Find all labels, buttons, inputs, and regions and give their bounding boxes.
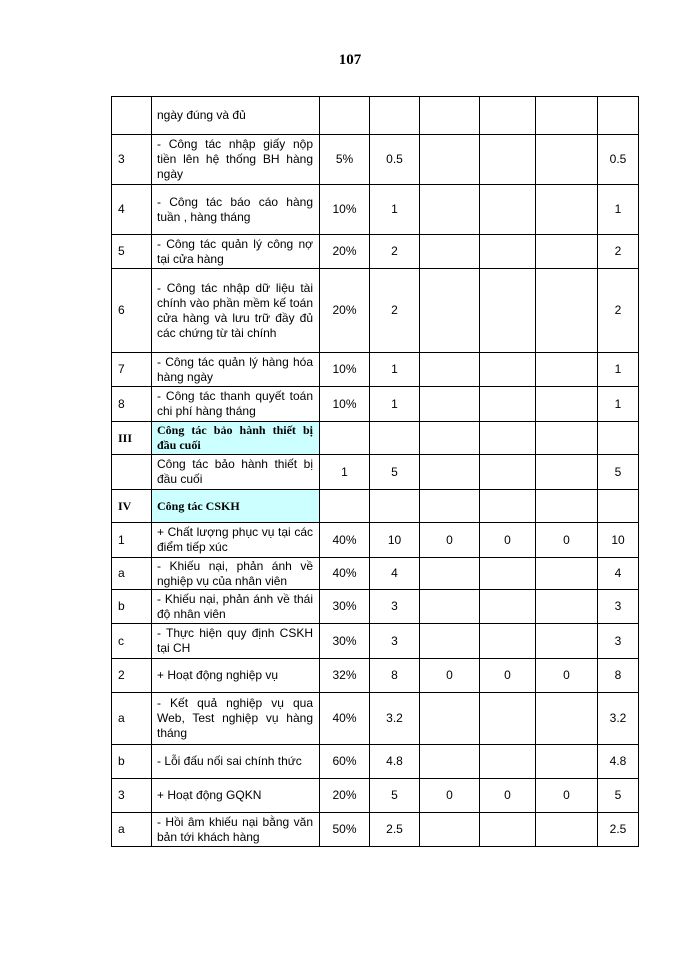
row-number-text: 7 — [118, 362, 125, 376]
row-weight-text: 30% — [332, 633, 357, 648]
row-content-text: - Khiếu nại, phản ánh về nghiệp vụ của nhân viên — [157, 558, 313, 588]
row-weight-text: 10% — [332, 396, 357, 411]
row-weight — [320, 624, 370, 659]
row-score-1 — [420, 813, 480, 847]
row-score-2-text: 0 — [504, 532, 511, 547]
row-weight — [320, 779, 370, 813]
row-score-2 — [480, 745, 536, 779]
row-content-text: + Hoạt động nghiệp vụ — [157, 668, 279, 682]
row-total — [598, 387, 639, 422]
row-content — [152, 185, 320, 235]
table-row — [112, 693, 639, 745]
row-score-1 — [420, 422, 480, 455]
row-weight-text: 30% — [332, 599, 357, 613]
row-content-text: - Công tác thanh quyết toán chi phí hàng tháng — [157, 389, 313, 418]
row-number-text: a — [118, 822, 125, 836]
row-score-2 — [480, 235, 536, 269]
row-max-score-text: 8 — [391, 668, 398, 682]
row-number-text: 2 — [118, 668, 125, 682]
row-weight-text: 20% — [332, 303, 357, 317]
row-score-1 — [420, 659, 480, 693]
row-content-text: Công tác bảo hành thiết bị đầu cuối — [157, 423, 313, 452]
row-number-text: III — [118, 430, 133, 445]
row-weight-text: 40% — [332, 711, 357, 725]
row-score-3 — [536, 693, 598, 745]
row-weight — [320, 269, 370, 353]
row-total — [598, 558, 639, 590]
row-total-text: 5 — [614, 788, 622, 802]
row-total — [598, 745, 639, 779]
row-content-text: + Chất lượng phục vụ tại các điểm tiếp xúc — [157, 525, 313, 554]
row-total — [598, 813, 639, 847]
row-weight — [320, 353, 370, 387]
section-row — [112, 490, 639, 523]
row-max-score — [370, 813, 420, 847]
row-max-score — [370, 185, 420, 235]
row-total — [598, 659, 639, 693]
row-score-3 — [536, 185, 598, 235]
row-max-score — [370, 97, 420, 135]
row-score-3 — [536, 779, 598, 813]
row-number-text: 4 — [118, 202, 125, 216]
row-score-2 — [480, 523, 536, 558]
row-score-1 — [420, 135, 480, 185]
row-score-3 — [536, 659, 598, 693]
row-number — [112, 779, 152, 813]
row-total-text: 2.5 — [609, 822, 627, 836]
row-score-1-text: 0 — [446, 788, 453, 802]
row-number — [112, 135, 152, 185]
row-total-text: 2 — [614, 303, 622, 317]
row-score-3 — [536, 624, 598, 659]
row-score-3 — [536, 387, 598, 422]
row-score-1-text: 0 — [446, 668, 453, 682]
row-number — [112, 455, 152, 490]
row-max-score-text: 2 — [391, 244, 398, 258]
row-weight — [320, 745, 370, 779]
row-content — [152, 558, 320, 590]
row-weight — [320, 659, 370, 693]
row-weight — [320, 693, 370, 745]
table-row — [112, 523, 639, 558]
row-number — [112, 624, 152, 659]
row-content — [152, 659, 320, 693]
row-number — [112, 387, 152, 422]
row-max-score — [370, 269, 420, 353]
row-content-text: - Khiếu nại, phản ánh về thái độ nhân viên — [157, 591, 313, 621]
row-score-2 — [480, 387, 536, 422]
row-max-score — [370, 387, 420, 422]
row-max-score-text: 4 — [391, 566, 398, 580]
row-max-score — [370, 455, 420, 490]
row-max-score-text: 4.8 — [386, 754, 403, 768]
row-content-text: - Công tác nhập dữ liệu tài chính vào phần mềm kế toán cửa hàng và lưu trữ đầy đủ các chứng từ tài chính — [157, 280, 313, 340]
row-score-2 — [480, 422, 536, 455]
row-content — [152, 422, 320, 455]
row-total-text: 1 — [614, 362, 622, 376]
row-weight-text: 40% — [332, 532, 357, 547]
row-max-score — [370, 422, 420, 455]
row-max-score — [370, 523, 420, 558]
row-number-text: b — [118, 754, 125, 768]
row-total — [598, 455, 639, 490]
table-row — [112, 590, 639, 624]
row-total — [598, 779, 639, 813]
row-number-text: 1 — [118, 532, 125, 547]
row-max-score-text: 0.5 — [386, 152, 403, 166]
row-content — [152, 813, 320, 847]
row-content — [152, 693, 320, 745]
row-weight — [320, 455, 370, 490]
row-weight — [320, 387, 370, 422]
row-score-1 — [420, 387, 480, 422]
row-number — [112, 97, 152, 135]
row-weight-text: 40% — [332, 566, 357, 580]
page-number: 107 — [338, 52, 362, 68]
row-max-score-text: 5 — [391, 464, 398, 479]
row-number-text: 8 — [118, 396, 125, 411]
row-number — [112, 590, 152, 624]
row-score-3 — [536, 353, 598, 387]
row-content-text: - Công tác quản lý hàng hóa hàng ngày — [157, 354, 313, 384]
row-max-score — [370, 693, 420, 745]
table-row — [112, 353, 639, 387]
row-score-3 — [536, 523, 598, 558]
row-number — [112, 422, 152, 455]
row-number-text: a — [118, 566, 125, 580]
row-score-1 — [420, 590, 480, 624]
row-max-score — [370, 779, 420, 813]
row-content — [152, 135, 320, 185]
row-score-3 — [536, 490, 598, 523]
row-max-score — [370, 745, 420, 779]
row-number-text: IV — [118, 498, 132, 513]
table-row — [112, 659, 639, 693]
row-number — [112, 558, 152, 590]
row-total — [598, 269, 639, 353]
row-score-3 — [536, 269, 598, 353]
row-max-score-text: 1 — [391, 362, 398, 376]
row-number-text: b — [118, 599, 125, 613]
row-content-text: - Công tác báo cáo hàng tuần , hàng tháng — [157, 194, 313, 224]
row-score-2 — [480, 185, 536, 235]
row-score-2 — [480, 590, 536, 624]
table-row — [112, 813, 639, 847]
row-max-score — [370, 353, 420, 387]
table-row — [112, 185, 639, 235]
row-content — [152, 235, 320, 269]
row-score-2 — [480, 490, 536, 523]
row-number — [112, 353, 152, 387]
row-score-3 — [536, 455, 598, 490]
row-score-2 — [480, 693, 536, 745]
row-score-2 — [480, 558, 536, 590]
row-weight-text: 10% — [332, 202, 357, 216]
row-max-score — [370, 490, 420, 523]
row-content-text: - Kết quả nghiệp vụ qua Web, Test nghiệp vụ hàng tháng — [157, 696, 313, 740]
row-max-score-text: 2 — [391, 303, 398, 317]
row-score-3-text: 0 — [563, 668, 570, 682]
row-score-2 — [480, 269, 536, 353]
row-score-3 — [536, 813, 598, 847]
row-weight — [320, 135, 370, 185]
section-row — [112, 422, 639, 455]
row-total — [598, 490, 639, 523]
row-content — [152, 624, 320, 659]
row-content — [152, 269, 320, 353]
row-max-score — [370, 235, 420, 269]
row-number-text: 5 — [118, 244, 125, 258]
row-weight-text: 60% — [332, 754, 357, 768]
row-score-2 — [480, 135, 536, 185]
row-content-text: - Hồi âm khiếu nại bằng văn bản tới khách hàng — [157, 814, 313, 844]
score-table — [111, 96, 639, 847]
row-score-3 — [536, 235, 598, 269]
row-score-1 — [420, 353, 480, 387]
table-row — [112, 387, 639, 422]
row-score-3 — [536, 745, 598, 779]
row-weight — [320, 490, 370, 523]
row-weight-text: 10% — [332, 362, 357, 376]
row-max-score-text: 1 — [391, 202, 398, 216]
row-max-score-text: 5 — [391, 788, 398, 802]
row-content — [152, 745, 320, 779]
row-number — [112, 813, 152, 847]
row-score-1 — [420, 523, 480, 558]
row-score-1 — [420, 269, 480, 353]
row-score-1-text: 0 — [446, 532, 453, 547]
row-number — [112, 490, 152, 523]
table-row — [112, 779, 639, 813]
row-weight-text: 20% — [332, 244, 357, 258]
row-score-3 — [536, 590, 598, 624]
row-weight-text: 20% — [332, 788, 357, 802]
row-score-1 — [420, 624, 480, 659]
row-score-1 — [420, 779, 480, 813]
row-total — [598, 353, 639, 387]
row-max-score — [370, 558, 420, 590]
row-score-3-text: 0 — [563, 532, 570, 547]
row-max-score-text: 3 — [391, 599, 398, 613]
row-score-1 — [420, 97, 480, 135]
row-max-score — [370, 659, 420, 693]
row-weight — [320, 523, 370, 558]
row-total — [598, 422, 639, 455]
row-score-2 — [480, 97, 536, 135]
row-total-text: 4 — [614, 566, 622, 580]
row-score-1 — [420, 490, 480, 523]
row-content-text: Công tác CSKH — [157, 498, 240, 513]
table-row — [112, 558, 639, 590]
row-total-text: 1 — [614, 202, 622, 216]
row-number-text: a — [118, 711, 125, 725]
row-number-text: 3 — [118, 788, 125, 802]
row-score-2 — [480, 624, 536, 659]
row-score-3 — [536, 135, 598, 185]
row-total — [598, 97, 639, 135]
row-number-text: 6 — [118, 303, 125, 317]
row-number — [112, 185, 152, 235]
row-total-text: 3.2 — [609, 711, 627, 725]
row-score-1 — [420, 455, 480, 490]
row-score-2-text: 0 — [504, 788, 511, 802]
row-number — [112, 235, 152, 269]
row-score-2-text: 0 — [504, 668, 511, 682]
row-score-1 — [420, 558, 480, 590]
row-weight — [320, 558, 370, 590]
row-content-text: + Hoạt động GQKN — [157, 788, 262, 802]
row-content-text: - Công tác nhập giấy nộp tiền lên hệ thống BH hàng ngày — [157, 137, 313, 181]
row-content — [152, 455, 320, 490]
row-content-text: ngày đúng và đủ — [157, 108, 246, 122]
row-max-score-text: 1 — [391, 396, 398, 411]
row-total — [598, 523, 639, 558]
row-total-text: 8 — [614, 668, 622, 682]
row-number — [112, 523, 152, 558]
table-row — [112, 624, 639, 659]
row-total-text: 3 — [614, 633, 622, 648]
table-row — [112, 135, 639, 185]
row-content — [152, 590, 320, 624]
row-total-text: 1 — [614, 396, 622, 411]
row-total-text: 4.8 — [609, 754, 627, 768]
row-content — [152, 97, 320, 135]
row-total-text: 0.5 — [609, 152, 627, 166]
row-total-text: 3 — [614, 599, 622, 613]
row-score-1 — [420, 745, 480, 779]
table-row — [112, 97, 639, 135]
row-total — [598, 693, 639, 745]
row-number-text: 3 — [118, 152, 125, 166]
row-score-2 — [480, 659, 536, 693]
table-row — [112, 455, 639, 490]
row-weight — [320, 97, 370, 135]
row-total — [598, 590, 639, 624]
row-content-text: - Lỗi đấu nối sai chính thức — [157, 754, 302, 768]
row-weight-text: 32% — [332, 668, 357, 682]
row-score-1 — [420, 693, 480, 745]
row-max-score-text: 3 — [391, 633, 398, 648]
row-max-score — [370, 590, 420, 624]
row-content-text: - Công tác quản lý công nợ tại cửa hàng — [157, 236, 313, 266]
row-weight — [320, 185, 370, 235]
row-max-score — [370, 624, 420, 659]
row-content — [152, 490, 320, 523]
row-score-2 — [480, 353, 536, 387]
row-score-2 — [480, 779, 536, 813]
row-weight — [320, 590, 370, 624]
row-score-2 — [480, 455, 536, 490]
row-total — [598, 135, 639, 185]
row-score-1 — [420, 185, 480, 235]
row-score-2 — [480, 813, 536, 847]
table-row — [112, 235, 639, 269]
table-row — [112, 745, 639, 779]
row-number — [112, 693, 152, 745]
row-total-text: 10 — [611, 532, 625, 547]
row-total-text: 2 — [614, 244, 622, 258]
row-content-text: Công tác bảo hành thiết bị đầu cuối — [157, 457, 313, 486]
row-max-score-text: 3.2 — [386, 711, 403, 725]
row-content — [152, 779, 320, 813]
row-max-score — [370, 135, 420, 185]
table-body — [112, 97, 639, 847]
row-content-text: - Thực hiện quy định CSKH tại CH — [157, 626, 313, 655]
row-total — [598, 235, 639, 269]
row-number-text: c — [118, 633, 124, 648]
row-score-3 — [536, 97, 598, 135]
row-weight — [320, 422, 370, 455]
row-number — [112, 659, 152, 693]
row-total-text: 5 — [614, 464, 622, 479]
row-content — [152, 387, 320, 422]
row-score-3 — [536, 422, 598, 455]
row-score-3-text: 0 — [563, 788, 570, 802]
row-number — [112, 269, 152, 353]
row-content — [152, 523, 320, 558]
row-max-score-text: 2.5 — [386, 822, 403, 836]
row-weight — [320, 813, 370, 847]
row-number — [112, 745, 152, 779]
row-score-1 — [420, 235, 480, 269]
row-max-score-text: 10 — [387, 532, 402, 547]
row-content — [152, 353, 320, 387]
row-score-3 — [536, 558, 598, 590]
row-total — [598, 624, 639, 659]
row-weight-text: 1 — [341, 464, 348, 479]
row-weight — [320, 235, 370, 269]
row-total — [598, 185, 639, 235]
row-weight-text: 5% — [335, 152, 354, 166]
table-row — [112, 269, 639, 353]
row-weight-text: 50% — [332, 822, 357, 836]
